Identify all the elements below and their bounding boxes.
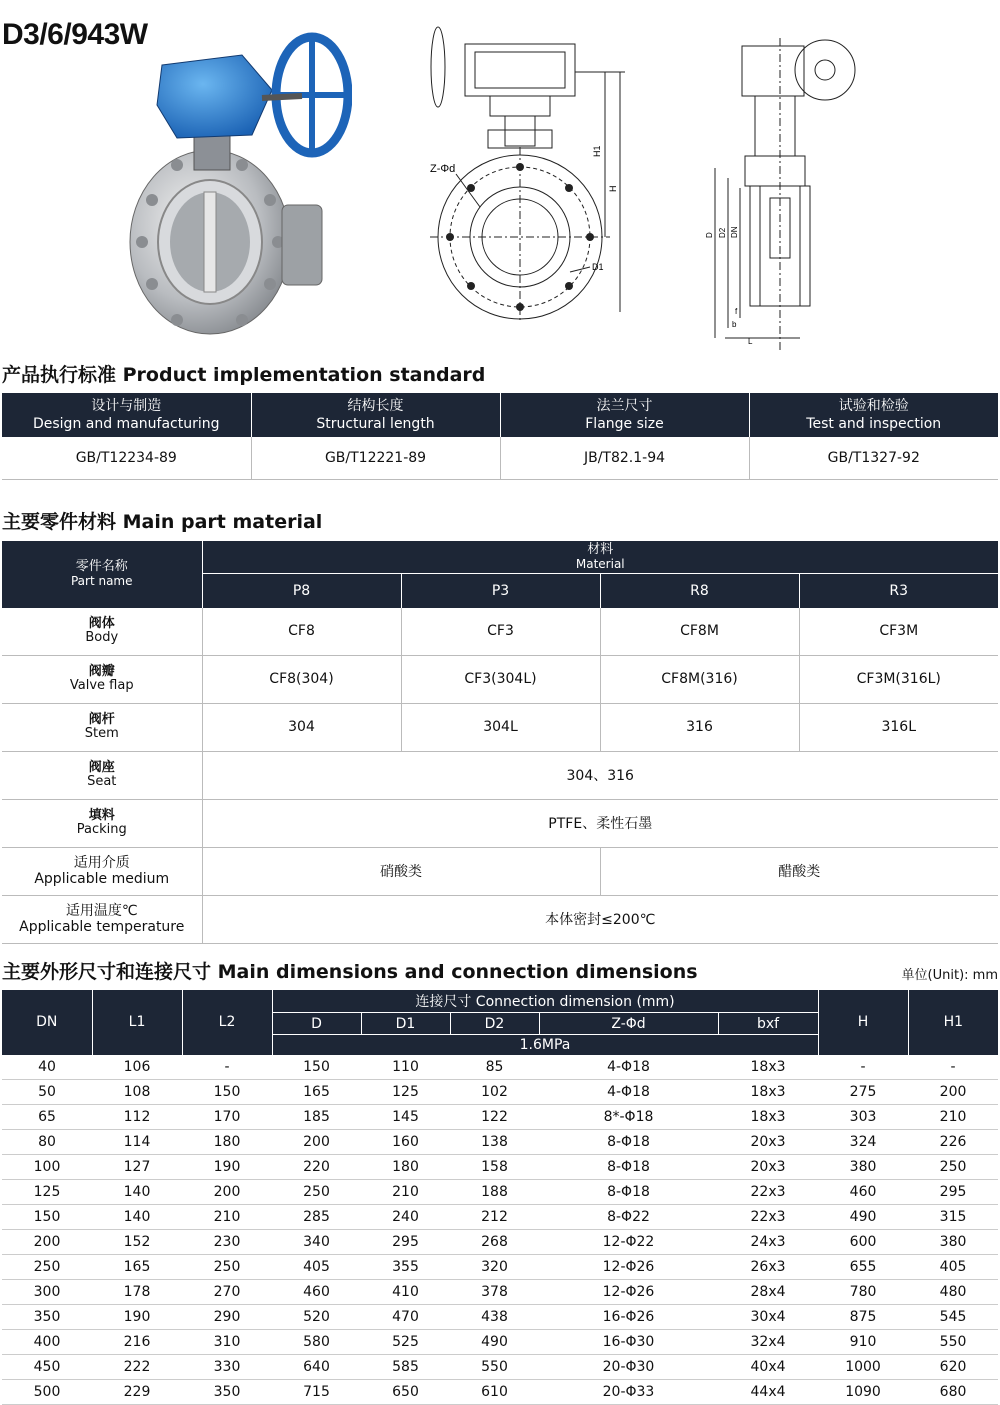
material-header: 材料 Material — [202, 541, 998, 574]
table-cell: 165 — [272, 1079, 361, 1104]
table-cell: 180 — [182, 1129, 272, 1154]
table-cell: 240 — [361, 1204, 450, 1229]
h1-label: H1 — [592, 145, 602, 157]
col-h: H — [818, 990, 908, 1055]
material-table — [2, 540, 998, 944]
table-cell: 610 — [450, 1379, 539, 1404]
table-cell: 275 — [818, 1079, 908, 1104]
table-cell: 8-Φ18 — [539, 1179, 718, 1204]
table-cell: 158 — [450, 1154, 539, 1179]
table-row — [2, 1254, 998, 1279]
table-cell: 8*-Φ18 — [539, 1104, 718, 1129]
col-d: D — [272, 1013, 361, 1035]
std-header-length: 结构长度 Structural length — [251, 393, 500, 437]
table-row — [2, 1179, 998, 1204]
std-value-design: GB/T12234-89 — [2, 437, 251, 480]
std-value-flange: JB/T82.1-94 — [500, 437, 749, 480]
medium-right: 醋酸类 — [600, 847, 998, 895]
table-cell: 500 — [2, 1379, 92, 1404]
table-row — [2, 1079, 998, 1104]
table-cell: 24x3 — [718, 1229, 818, 1254]
table-cell: 210 — [182, 1204, 272, 1229]
body-p8: CF8 — [202, 608, 401, 656]
table-cell: 310 — [182, 1329, 272, 1354]
table-cell: 460 — [818, 1179, 908, 1204]
table-cell: 320 — [450, 1254, 539, 1279]
table-cell: 16-Φ26 — [539, 1304, 718, 1329]
table-cell: 303 — [818, 1104, 908, 1129]
flap-r8: CF8M(316) — [600, 655, 799, 703]
model-title: D3/6/943W — [2, 18, 148, 51]
valve-photo — [122, 20, 352, 342]
table-cell: 405 — [272, 1254, 361, 1279]
table-cell: 85 — [450, 1055, 539, 1080]
table-cell: 44x4 — [718, 1379, 818, 1404]
table-cell: 910 — [818, 1329, 908, 1354]
table-cell: 12-Φ26 — [539, 1254, 718, 1279]
table-cell: 875 — [818, 1304, 908, 1329]
table-cell: 405 — [908, 1254, 998, 1279]
table-cell: 490 — [818, 1204, 908, 1229]
table-cell: 520 — [272, 1304, 361, 1329]
table-cell: 12-Φ22 — [539, 1229, 718, 1254]
stem-p3: 304L — [401, 703, 600, 751]
table-cell: 340 — [272, 1229, 361, 1254]
table-cell: 125 — [2, 1179, 92, 1204]
l-label: L — [748, 337, 753, 346]
table-cell: 138 — [450, 1129, 539, 1154]
table-cell: 230 — [182, 1229, 272, 1254]
table-cell: 680 — [908, 1379, 998, 1404]
table-cell: 324 — [818, 1129, 908, 1154]
part-packing: 填料 Packing — [2, 799, 202, 847]
stem-r3: 316L — [799, 703, 998, 751]
table-cell: 50 — [2, 1079, 92, 1104]
table-row — [2, 1329, 998, 1354]
table-cell: 150 — [2, 1204, 92, 1229]
std-header-design: 设计与制造 Design and manufacturing — [2, 393, 251, 437]
col-connection: 连接尺寸 Connection dimension (mm) — [272, 990, 818, 1013]
col-l1: L1 — [92, 990, 182, 1055]
table-cell: 140 — [92, 1204, 182, 1229]
unit-label: 单位(Unit): mm — [901, 968, 998, 983]
table-cell: - — [182, 1055, 272, 1080]
table-cell: 8-Φ22 — [539, 1204, 718, 1229]
table-cell: 8-Φ18 — [539, 1129, 718, 1154]
table-cell: 200 — [908, 1079, 998, 1104]
table-cell: 20x3 — [718, 1154, 818, 1179]
table-cell: 222 — [92, 1354, 182, 1379]
table-cell: 106 — [92, 1055, 182, 1080]
table-cell: 32x4 — [718, 1329, 818, 1354]
table-cell: 1090 — [818, 1379, 908, 1404]
z-label: Z-Φd — [430, 163, 456, 175]
d2-label: D2 — [718, 227, 727, 238]
table-cell: 140 — [92, 1179, 182, 1204]
dn-label: DN — [730, 226, 739, 238]
table-cell: 780 — [818, 1279, 908, 1304]
table-cell: 216 — [92, 1329, 182, 1354]
table-cell: 226 — [908, 1129, 998, 1154]
grade-r3: R3 — [799, 574, 998, 608]
standard-table — [2, 393, 998, 480]
front-view-drawing — [420, 22, 640, 322]
table-cell: - — [818, 1055, 908, 1080]
medium-left: 硝酸类 — [202, 847, 600, 895]
col-l2: L2 — [182, 990, 272, 1055]
table-cell: 40 — [2, 1055, 92, 1080]
col-bxf: bxf — [718, 1013, 818, 1035]
std-header-test: 试验和检验 Test and inspection — [749, 393, 998, 437]
grade-r8: R8 — [600, 574, 799, 608]
std-header-flange: 法兰尺寸 Flange size — [500, 393, 749, 437]
part-seat: 阀座 Seat — [2, 751, 202, 799]
table-cell: 145 — [361, 1104, 450, 1129]
table-cell: 330 — [182, 1354, 272, 1379]
table-cell: 20-Φ33 — [539, 1379, 718, 1404]
table-row — [2, 1104, 998, 1129]
table-cell: 290 — [182, 1304, 272, 1329]
grade-p8: P8 — [202, 574, 401, 608]
standard-section-title: 产品执行标准 Product implementation standard — [2, 364, 486, 386]
table-cell: 545 — [908, 1304, 998, 1329]
table-cell: 300 — [2, 1279, 92, 1304]
table-row — [2, 1354, 998, 1379]
table-cell: 200 — [182, 1179, 272, 1204]
table-cell: 18x3 — [718, 1104, 818, 1129]
table-cell: 350 — [182, 1379, 272, 1404]
table-row — [2, 1304, 998, 1329]
table-cell: 12-Φ26 — [539, 1279, 718, 1304]
table-cell: 585 — [361, 1354, 450, 1379]
table-row — [2, 1129, 998, 1154]
table-cell: 4-Φ18 — [539, 1055, 718, 1080]
table-cell: 22x3 — [718, 1179, 818, 1204]
col-d2: D2 — [450, 1013, 539, 1035]
table-cell: 112 — [92, 1104, 182, 1129]
table-cell: 350 — [2, 1304, 92, 1329]
table-cell: 8-Φ18 — [539, 1154, 718, 1179]
body-r3: CF3M — [799, 608, 998, 656]
table-cell: 580 — [272, 1329, 361, 1354]
stem-p8: 304 — [202, 703, 401, 751]
table-cell: 30x4 — [718, 1304, 818, 1329]
table-cell: 285 — [272, 1204, 361, 1229]
table-cell: 200 — [2, 1229, 92, 1254]
table-cell: 250 — [182, 1254, 272, 1279]
col-d1: D1 — [361, 1013, 450, 1035]
table-cell: 490 — [450, 1329, 539, 1354]
table-cell: - — [908, 1055, 998, 1080]
table-cell: 20x3 — [718, 1129, 818, 1154]
table-cell: 1000 — [818, 1354, 908, 1379]
table-cell: 26x3 — [718, 1254, 818, 1279]
table-cell: 250 — [2, 1254, 92, 1279]
table-cell: 210 — [908, 1104, 998, 1129]
table-cell: 550 — [450, 1354, 539, 1379]
table-cell: 355 — [361, 1254, 450, 1279]
h-label: H — [608, 185, 618, 192]
table-cell: 380 — [818, 1154, 908, 1179]
table-row — [2, 1204, 998, 1229]
table-cell: 715 — [272, 1379, 361, 1404]
flap-r3: CF3M(316L) — [799, 655, 998, 703]
table-cell: 295 — [361, 1229, 450, 1254]
table-cell: 250 — [908, 1154, 998, 1179]
d1-label: D1 — [592, 262, 604, 272]
table-cell: 122 — [450, 1104, 539, 1129]
dimensions-table — [2, 989, 998, 1405]
table-cell: 220 — [272, 1154, 361, 1179]
table-row — [2, 1229, 998, 1254]
table-cell: 378 — [450, 1279, 539, 1304]
table-cell: 210 — [361, 1179, 450, 1204]
table-row — [2, 1279, 998, 1304]
table-cell: 16-Φ30 — [539, 1329, 718, 1354]
table-cell: 100 — [2, 1154, 92, 1179]
table-cell: 125 — [361, 1079, 450, 1104]
table-cell: 295 — [908, 1179, 998, 1204]
table-cell: 178 — [92, 1279, 182, 1304]
table-cell: 438 — [450, 1304, 539, 1329]
d-label: D — [705, 232, 714, 238]
table-cell: 460 — [272, 1279, 361, 1304]
table-cell: 229 — [92, 1379, 182, 1404]
table-cell: 470 — [361, 1304, 450, 1329]
table-cell: 270 — [182, 1279, 272, 1304]
table-cell: 190 — [92, 1304, 182, 1329]
table-cell: 110 — [361, 1055, 450, 1080]
table-cell: 18x3 — [718, 1079, 818, 1104]
table-cell: 170 — [182, 1104, 272, 1129]
table-cell: 200 — [272, 1129, 361, 1154]
flap-p3: CF3(304L) — [401, 655, 600, 703]
table-cell: 80 — [2, 1129, 92, 1154]
table-cell: 150 — [182, 1079, 272, 1104]
table-cell: 315 — [908, 1204, 998, 1229]
table-cell: 40x4 — [718, 1354, 818, 1379]
std-value-test: GB/T1327-92 — [749, 437, 998, 480]
table-cell: 450 — [2, 1354, 92, 1379]
table-cell: 655 — [818, 1254, 908, 1279]
col-z: Z-Φd — [539, 1013, 718, 1035]
table-cell: 102 — [450, 1079, 539, 1104]
table-cell: 65 — [2, 1104, 92, 1129]
table-cell: 165 — [92, 1254, 182, 1279]
table-row — [2, 1154, 998, 1179]
flap-p8: CF8(304) — [202, 655, 401, 703]
side-view-drawing — [700, 38, 870, 350]
temperature-value: 本体密封≤200℃ — [202, 895, 998, 943]
table-row — [2, 1055, 998, 1080]
b-label: b — [732, 320, 737, 329]
f-label: f — [735, 307, 738, 316]
dimensions-section-title: 主要外形尺寸和连接尺寸 Main dimensions and connection dimensions — [2, 961, 698, 983]
grade-p3: P3 — [401, 574, 600, 608]
body-p3: CF3 — [401, 608, 600, 656]
col-dn: DN — [2, 990, 92, 1055]
table-cell: 127 — [92, 1154, 182, 1179]
table-cell: 180 — [361, 1154, 450, 1179]
table-cell: 22x3 — [718, 1204, 818, 1229]
stem-r8: 316 — [600, 703, 799, 751]
table-cell: 525 — [361, 1329, 450, 1354]
table-cell: 600 — [818, 1229, 908, 1254]
table-cell: 410 — [361, 1279, 450, 1304]
part-medium: 适用介质 Applicable medium — [2, 847, 202, 895]
table-cell: 152 — [92, 1229, 182, 1254]
table-cell: 550 — [908, 1329, 998, 1354]
table-cell: 640 — [272, 1354, 361, 1379]
table-cell: 400 — [2, 1329, 92, 1354]
table-cell: 160 — [361, 1129, 450, 1154]
table-cell: 268 — [450, 1229, 539, 1254]
part-temperature: 适用温度℃ Applicable temperature — [2, 895, 202, 943]
seat-value: 304、316 — [202, 751, 998, 799]
table-cell: 480 — [908, 1279, 998, 1304]
table-cell: 650 — [361, 1379, 450, 1404]
table-cell: 188 — [450, 1179, 539, 1204]
col-h1: H1 — [908, 990, 998, 1055]
body-r8: CF8M — [600, 608, 799, 656]
packing-value: PTFE、柔性石墨 — [202, 799, 998, 847]
table-cell: 28x4 — [718, 1279, 818, 1304]
table-cell: 620 — [908, 1354, 998, 1379]
table-cell: 380 — [908, 1229, 998, 1254]
table-cell: 185 — [272, 1104, 361, 1129]
part-valve-flap: 阀瓣 Valve flap — [2, 655, 202, 703]
table-cell: 18x3 — [718, 1055, 818, 1080]
part-name-header: 零件名称 Part name — [2, 541, 202, 608]
part-stem: 阀杆 Stem — [2, 703, 202, 751]
part-body: 阀体 Body — [2, 608, 202, 656]
table-cell: 212 — [450, 1204, 539, 1229]
table-cell: 114 — [92, 1129, 182, 1154]
table-cell: 190 — [182, 1154, 272, 1179]
std-value-length: GB/T12221-89 — [251, 437, 500, 480]
table-cell: 20-Φ30 — [539, 1354, 718, 1379]
table-cell: 4-Φ18 — [539, 1079, 718, 1104]
pressure-label: 1.6MPa — [272, 1035, 818, 1055]
material-section-title: 主要零件材料 Main part material — [2, 511, 323, 533]
table-cell: 150 — [272, 1055, 361, 1080]
table-cell: 250 — [272, 1179, 361, 1204]
table-cell: 108 — [92, 1079, 182, 1104]
